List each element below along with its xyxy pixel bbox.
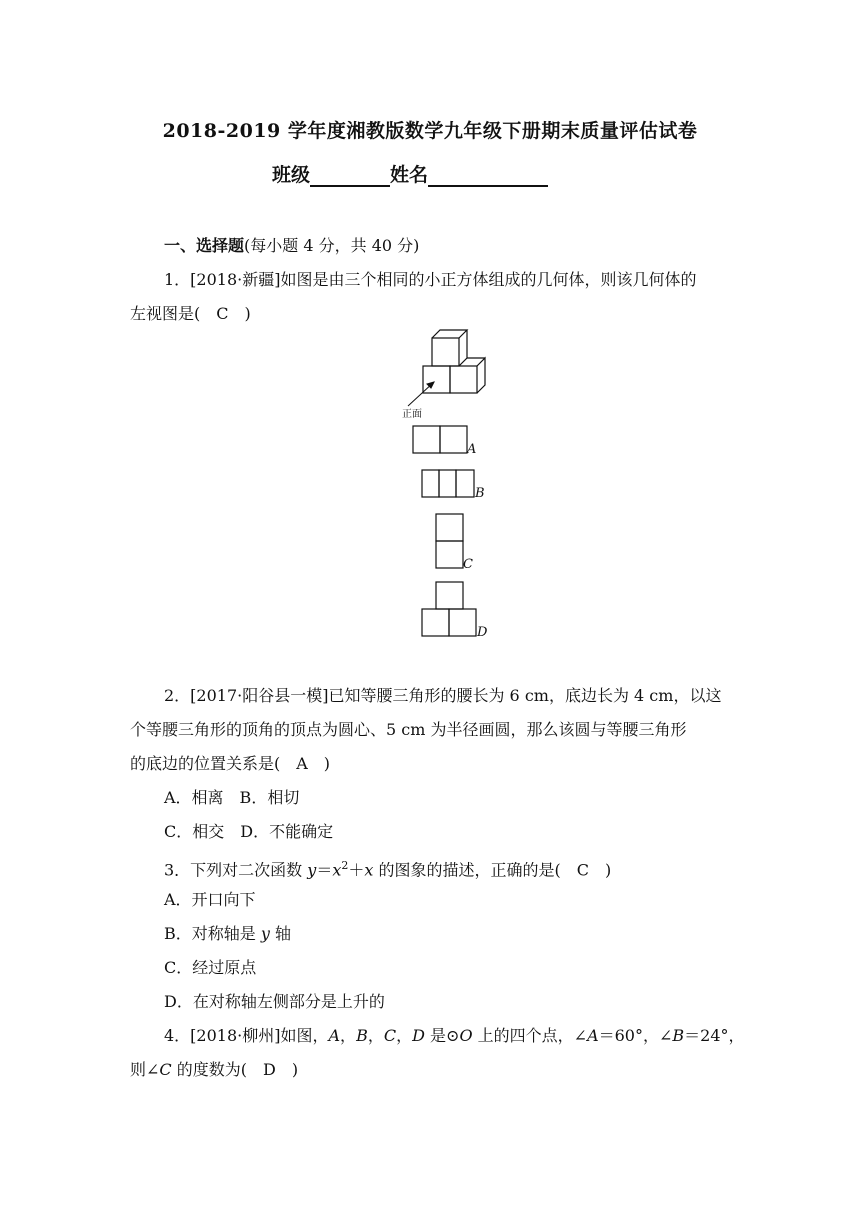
q4-point-d: D — [412, 1026, 425, 1045]
q4-angle-a: A — [587, 1026, 599, 1045]
q4-point-b: B — [356, 1026, 368, 1045]
q4-comma-3: ， — [396, 1026, 413, 1045]
front-label: 正面 — [402, 409, 422, 420]
q4-circle-o: O — [459, 1026, 473, 1045]
option-c-label: C — [463, 557, 473, 572]
option-a-label: A — [467, 442, 477, 457]
q4-pre: 4．[2018·柳州]如图， — [164, 1026, 329, 1045]
q4-line2 — [130, 1058, 735, 1082]
q4-line2-post: 的度数为( D ) — [171, 1060, 299, 1079]
option-a-view — [413, 426, 467, 453]
q2-line3: 的底边的位置关系是( A ) — [130, 754, 331, 773]
class-label: 班级 — [272, 164, 311, 186]
section-note: (每小题 4 分，共 40 分) — [244, 236, 420, 255]
q3-optb-pre: B．对称轴是 — [164, 924, 261, 943]
q3-option-b — [164, 922, 734, 946]
q3-var-x: x — [332, 860, 342, 880]
q3-option-a: A．开口向下 — [164, 890, 256, 909]
q4-line2-pre: 则∠ — [130, 1060, 160, 1079]
q2-options-ab: A．相离 B．相切 — [164, 788, 300, 807]
q4-mid: 是⊙ — [424, 1026, 460, 1045]
q3-pre: 3．下列对二次函数 — [164, 860, 308, 880]
name-label: 姓名 — [390, 164, 429, 186]
class-name-line — [272, 160, 548, 187]
q3-optb-post: 轴 — [269, 924, 291, 943]
q2-line1: 2．[2017·阳谷县一模]已知等腰三角形的腰长为 6 cm，底边长为 4 cm，以这 — [164, 686, 722, 705]
q4-angle-b: B — [672, 1026, 685, 1045]
q3-exponent: 2 — [341, 859, 349, 872]
q3-var-y: y — [307, 860, 317, 880]
q3-option-d: D．在对称轴左侧部分是上升的 — [164, 992, 385, 1011]
q4-comma-2: ， — [367, 1026, 384, 1045]
q4-point-c: C — [383, 1026, 397, 1045]
q4-value-b: ＝24°， — [684, 1026, 745, 1045]
option-c-view — [436, 514, 463, 568]
front-arrow — [408, 382, 434, 406]
name-blank[interactable] — [428, 163, 548, 187]
option-d-view — [422, 582, 476, 636]
q4-angle-c: C — [159, 1060, 172, 1079]
q3-var-x2: x — [364, 860, 374, 880]
q3-option-c: C．经过原点 — [164, 958, 257, 977]
q4-line1 — [164, 1024, 745, 1048]
q3-optb-var: y — [260, 924, 270, 943]
q4-comma-1: ， — [340, 1026, 357, 1045]
option-b-view — [422, 470, 474, 497]
class-blank[interactable] — [310, 163, 390, 187]
option-d-label: D — [477, 625, 488, 640]
q4-value-a: ＝60°，∠ — [598, 1026, 673, 1045]
q2-options-cd: C．相交 D．不能确定 — [164, 822, 334, 841]
q4-point-a: A — [328, 1026, 341, 1045]
option-b-label: B — [475, 486, 485, 501]
q1-line1: 1．[2018·新疆]如图是由三个相同的小正方体组成的几何体，则该几何体的 — [164, 270, 697, 289]
q3-post: 的图象的描述，正确的是( C ) — [373, 860, 612, 880]
exam-title: 2018-2019 学年度湘教版数学九年级下册期末质量评估试卷 — [162, 120, 698, 142]
q1-line2: 左视图是( C ) — [130, 304, 251, 323]
q3-plus: ＋ — [348, 860, 365, 880]
section-heading — [164, 234, 769, 258]
q1-figure — [398, 320, 508, 650]
q3-eq: ＝ — [316, 860, 333, 880]
q4-mid2: 上的四个点，∠ — [472, 1026, 588, 1045]
q2-line2: 个等腰三角形的顶角的顶点为圆心、5 cm 为半径画圆，那么该圆与等腰三角形 — [130, 720, 687, 739]
q3-stem — [164, 854, 734, 882]
section-title: 一、选择题 — [164, 236, 245, 255]
